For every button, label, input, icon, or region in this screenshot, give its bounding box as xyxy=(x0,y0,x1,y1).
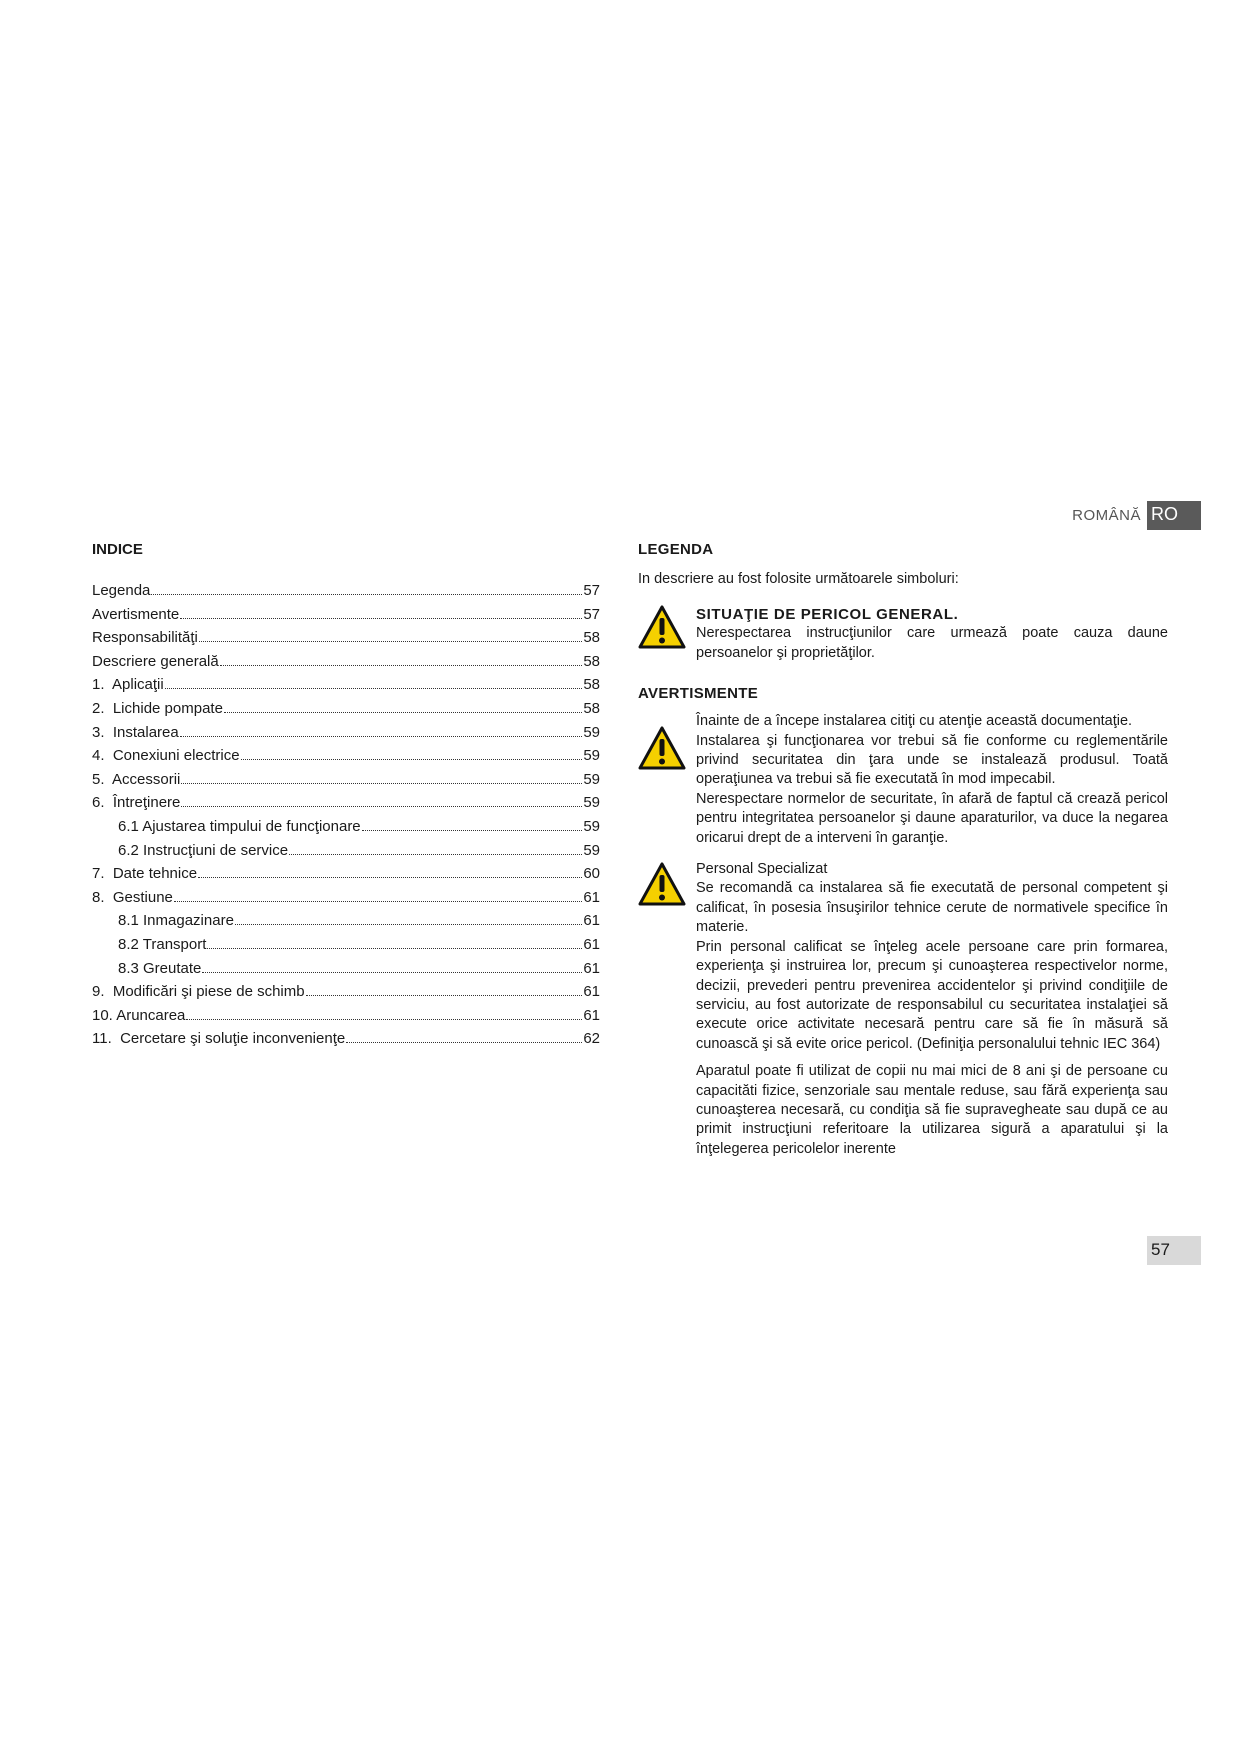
page-number: 57 xyxy=(1147,1236,1201,1265)
toc-dot-leader xyxy=(202,972,582,973)
toc-entry-page: 61 xyxy=(583,1006,600,1024)
toc-dot-leader xyxy=(207,948,582,949)
toc-entry-page: 61 xyxy=(583,983,600,1001)
toc-entry-label: 8.3 Greutate xyxy=(118,959,202,977)
toc-dot-leader xyxy=(180,736,583,737)
warnings-paragraph: Nerespectare normelor de securitate, în afară de faptul că crează pericol pentru integritatea persoanelor şi daune aparaturilor, va duce la negarea oricarui drept de a interveni în garanţie. xyxy=(696,790,1168,846)
table-of-contents xyxy=(92,541,600,1051)
toc-dot-leader xyxy=(174,901,582,902)
toc-entry-label: 1. Aplicaţii xyxy=(92,676,164,694)
toc-dot-leader xyxy=(181,806,582,807)
specialized-paragraph: Se recomandă ca instalarea să fie executată de personal competent şi calificat, în posesia însuşirilor tehnice cerute de normativele specifice în materie. xyxy=(696,880,1168,936)
toc-entry xyxy=(92,626,600,650)
toc-entry-page: 61 xyxy=(583,912,600,930)
toc-dot-leader xyxy=(346,1042,582,1043)
specialized-paragraph: Prin personal calificat se înţeleg acele persoane care prin formarea, experienţa şi instruirea lor, precum şi cunoaşterea respectivelor norme, decizii, prevederi pentru prevenirea accidentelor şi privind condiţiile de serviciu, au fost autorizate de responsabilul cu securitatea instalaţiei să execute orice activitate necesară pentru care să fie în măsură să cunoască şi să evite orice pericol. (Definiţia personalului tehnic IEC 364) xyxy=(696,938,1168,1052)
toc-entry xyxy=(92,768,600,792)
toc-entry-label: Responsabilităţi xyxy=(92,629,198,647)
language-header xyxy=(1072,501,1201,530)
toc-entry xyxy=(92,886,600,910)
toc-entry-label: 8.2 Transport xyxy=(118,935,207,953)
toc-dot-leader xyxy=(241,759,583,760)
toc-entry-label: 5. Accessorii xyxy=(92,770,181,788)
toc-dot-leader xyxy=(186,1019,582,1020)
toc-entry-label: 6.2 Instrucţiuni de service xyxy=(118,841,289,859)
toc-entry xyxy=(92,815,600,839)
warning-triangle-icon xyxy=(638,726,688,770)
warnings-paragraph: Înainte de a începe instalarea citiţi cu atenţie această documentaţie. xyxy=(696,713,1133,730)
toc-entry xyxy=(92,721,600,745)
toc-entry xyxy=(92,791,600,815)
toc-entry-page: 61 xyxy=(583,959,600,977)
toc-dot-leader xyxy=(198,877,582,878)
toc-dot-leader xyxy=(199,641,582,642)
toc-dot-leader xyxy=(180,618,582,619)
toc-entry-label: 6.1 Ajustarea timpului de funcţionare xyxy=(118,817,361,835)
toc-entry-page: 61 xyxy=(583,935,600,953)
toc-entry-label: 3. Instalarea xyxy=(92,723,179,741)
toc-entry xyxy=(92,980,600,1004)
toc-entry-label: 10. Aruncarea xyxy=(92,1006,186,1024)
toc-dot-leader xyxy=(224,712,582,713)
warning-triangle-icon xyxy=(638,862,688,906)
specialized-personnel-block xyxy=(638,860,1168,1054)
language-name: ROMÂNĂ xyxy=(1072,507,1141,524)
toc-entry-label: 8. Gestiune xyxy=(92,888,173,906)
toc-entry-page: 59 xyxy=(583,747,600,765)
toc-entry-page: 59 xyxy=(583,817,600,835)
toc-dot-leader xyxy=(151,594,582,595)
toc-entry-label: Legenda xyxy=(92,582,151,599)
toc-entry-label: 9. Modificări şi piese de schimb xyxy=(92,983,305,1001)
toc-list xyxy=(92,579,600,1051)
toc-entry-label: 2. Lichide pompate xyxy=(92,699,223,717)
toc-entry-label: Avertismente xyxy=(92,605,180,623)
warning-triangle-icon xyxy=(638,605,688,649)
toc-entry xyxy=(92,933,600,957)
toc-entry xyxy=(92,579,600,603)
toc-title: INDICE xyxy=(92,541,143,558)
toc-entry xyxy=(92,839,600,863)
toc-entry-label: 8.1 Inmagazinare xyxy=(118,912,234,930)
toc-dot-leader xyxy=(306,995,583,996)
toc-entry-page: 57 xyxy=(583,582,600,599)
toc-entry-page: 58 xyxy=(583,699,600,717)
toc-entry xyxy=(92,1027,600,1051)
toc-entry-page: 59 xyxy=(583,841,600,859)
toc-entry-page: 59 xyxy=(583,794,600,812)
toc-entry-page: 58 xyxy=(583,652,600,670)
toc-entry-label: 6. Întreţinere xyxy=(92,794,181,812)
children-use-paragraph: Aparatul poate fi utilizat de copii nu mai mici de 8 ani şi de persoane cu capacităti fizice, senzoriale sau mentale reduse, sau fără experienţa sau cunoaşterea necesară, cu condiţia să fie supravegheate sau după ce au primit instrucţiuni referitoare la utilizarea sigură a aparatului şi la înţelegerea pericolelor inerente xyxy=(696,1063,1168,1157)
toc-entry xyxy=(92,673,600,697)
toc-entry-page: 59 xyxy=(583,770,600,788)
warnings-title: AVERTISMENTE xyxy=(638,685,758,703)
toc-entry-page: 61 xyxy=(583,888,600,906)
legend-and-warnings xyxy=(638,541,1168,1159)
toc-entry xyxy=(92,697,600,721)
toc-dot-leader xyxy=(362,830,583,831)
general-danger-block xyxy=(638,605,1168,663)
legend-title: LEGENDA xyxy=(638,541,714,558)
toc-entry xyxy=(92,1004,600,1028)
toc-entry-page: 58 xyxy=(583,676,600,694)
specialized-title: Personal Specializat xyxy=(696,861,828,878)
toc-entry-page: 62 xyxy=(583,1030,600,1048)
danger-text: Nerespectarea instrucţiunilor care urmează poate cauza daune persoanelor şi proprietăţilor. xyxy=(696,625,1168,661)
toc-entry-label: Descriere generală xyxy=(92,652,219,670)
toc-entry-label: 7. Date tehnice xyxy=(92,865,198,883)
toc-entry xyxy=(92,862,600,886)
warnings-paragraph: Instalarea şi funcţionarea vor trebui să fie conforme cu reglementările privind securitatea din ţara unde se instalează produsul. Toată operaţiunea va trebui să fie executată în mod impecabil. xyxy=(696,732,1168,788)
toc-dot-leader xyxy=(289,854,582,855)
toc-entry-page: 57 xyxy=(583,605,600,623)
toc-entry xyxy=(92,957,600,981)
toc-dot-leader xyxy=(165,688,583,689)
legend-intro: In descriere au fost folosite următoarele simboluri: xyxy=(638,571,959,587)
language-badge: RO xyxy=(1147,501,1201,530)
toc-entry xyxy=(92,744,600,768)
toc-dot-leader xyxy=(235,924,582,925)
toc-entry-label: 11. Cercetare şi soluţie inconvenienţe xyxy=(92,1030,346,1048)
toc-entry-page: 58 xyxy=(583,629,600,647)
danger-title: SITUAŢIE DE PERICOL GENERAL. xyxy=(696,606,959,623)
toc-entry xyxy=(92,909,600,933)
toc-entry-page: 60 xyxy=(583,865,600,883)
toc-dot-leader xyxy=(181,783,582,784)
toc-entry-page: 59 xyxy=(583,723,600,741)
warnings-block xyxy=(638,712,1168,848)
toc-entry xyxy=(92,603,600,627)
toc-entry-label: 4. Conexiuni electrice xyxy=(92,747,240,765)
toc-dot-leader xyxy=(220,665,583,666)
toc-entry xyxy=(92,650,600,674)
